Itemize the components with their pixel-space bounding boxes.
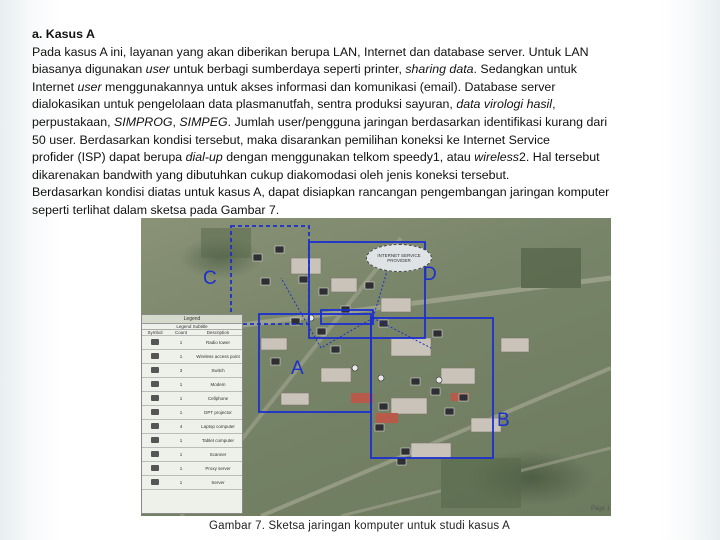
legend-count: 1: [179, 480, 183, 485]
paragraph-line: [32, 114, 692, 132]
legend-description: Cellphone: [207, 396, 229, 401]
legend-description: Laptop computer: [201, 424, 235, 429]
access-point-icon: [151, 353, 159, 359]
italic-term: user: [145, 62, 170, 77]
legend-row: [142, 378, 242, 392]
legend-description: DPT projector: [204, 410, 232, 415]
text-run: untuk berbagi sumberdaya seperti printer,: [169, 62, 406, 77]
zone-label-b: B: [497, 410, 510, 431]
paragraph-line: [32, 61, 692, 79]
text-run: perpustakaan,: [32, 114, 114, 129]
laptop-icon: [151, 423, 159, 429]
legend-count: 3: [179, 368, 183, 373]
text-run: dikarenakan bandwith yang dibutuhkan cukup diakomodasi oleh jenis koneksi tersebut.: [32, 167, 510, 182]
paragraph-line: [32, 96, 692, 114]
legend-header-count: Count: [174, 330, 187, 335]
italic-term: SIMPROG: [113, 114, 173, 129]
legend-count: 1: [179, 452, 183, 457]
slide-body: [32, 26, 692, 220]
text-run: Internet: [32, 79, 78, 94]
switch-icon: [151, 367, 159, 373]
text-run: Berdasarkan kondisi diatas untuk kasus A, dapat disiapkan rancangan pengembangan jaringan komputer: [32, 185, 610, 200]
isp-cloud: INTERNET SERVICE PROVIDER: [366, 244, 432, 272]
paragraph-line: [32, 44, 692, 62]
legend-subtitle: Legend Subtitle: [142, 324, 242, 330]
server-icon: [151, 479, 159, 485]
text-run: dialokasikan untuk pengelolaan data plasmanutfah, sentra produksi sayuran,: [32, 97, 457, 112]
legend-description: Scanner: [209, 452, 227, 457]
legend-header-symbol: Symbol: [147, 330, 163, 335]
italic-term: sharing data: [405, 62, 474, 77]
text-run: seperti terlihat dalam sketsa pada Gambar 7.: [32, 202, 280, 217]
legend-row: [142, 448, 242, 462]
legend-row: [142, 462, 242, 476]
legend-count: 1: [179, 340, 183, 345]
paragraph-line: [32, 132, 692, 150]
page-mark: Page 1: [591, 506, 611, 512]
projector-icon: [151, 409, 159, 415]
section-heading: a. Kasus A: [32, 27, 95, 41]
legend-row: [142, 392, 242, 406]
text-run: Pada kasus A ini, layanan yang akan diberikan berupa LAN, Internet dan database server. Untuk LAN: [32, 44, 589, 59]
zone-label-a: A: [291, 358, 304, 379]
legend-row: [142, 434, 242, 448]
paragraph-line: [32, 149, 692, 167]
text-run: 2. Hal tersebut: [519, 150, 600, 165]
italic-term: wireless: [474, 150, 520, 165]
radio-tower-icon: [151, 339, 159, 345]
figure-caption: Gambar 7. Sketsa jaringan komputer untuk studi kasus A: [209, 520, 511, 532]
legend-count: 1: [179, 438, 183, 443]
legend-row: [142, 476, 242, 490]
legend-row: [142, 350, 242, 364]
legend-panel: [141, 314, 243, 514]
aerial-photo: [141, 218, 611, 516]
legend-row: [142, 364, 242, 378]
paragraph-line: [32, 184, 692, 202]
legend-description: Tablet computer: [201, 438, 235, 443]
text-run: biasanya digunakan: [32, 62, 146, 77]
legend-count: 1: [179, 354, 183, 359]
legend-title: Legend: [142, 315, 242, 324]
zone-label-d: D: [423, 264, 437, 285]
legend-header-description: Description: [206, 330, 230, 335]
paragraph: [32, 44, 692, 220]
legend-row: [142, 420, 242, 434]
text-run: profider (ISP) dapat berupa: [32, 150, 186, 165]
text-run: 50 user. Berdasarkan kondisi tersebut, maka disarankan pemilihan koneksi ke Internet Service: [32, 132, 550, 147]
text-run: . Sedangkan untuk: [473, 62, 577, 77]
proxy-server-icon: [151, 465, 159, 471]
text-run: ,: [552, 97, 556, 112]
tablet-icon: [151, 437, 159, 443]
zone-label-c: C: [203, 268, 217, 289]
legend-count: 1: [179, 396, 183, 401]
scanner-icon: [151, 451, 159, 457]
text-run: . Jumlah user/pengguna jaringan berdasarkan identifikasi kurang dari: [227, 114, 608, 129]
text-run: dengan menggunakan telkom speedy1, atau: [222, 150, 475, 165]
legend-row: [142, 406, 242, 420]
paragraph-line: [32, 202, 692, 220]
legend-count: 4: [179, 424, 183, 429]
legend-description: Server: [211, 480, 225, 485]
italic-term: SIMPEG: [179, 114, 228, 129]
legend-row: [142, 336, 242, 350]
paragraph-line: [32, 167, 692, 185]
legend-description: Radio tower: [205, 340, 230, 345]
legend-count: 1: [179, 466, 183, 471]
network-sketch-figure: [141, 218, 611, 540]
legend-description: Proxy server: [205, 466, 231, 471]
legend-description: Switch: [211, 368, 225, 373]
legend-rows: [142, 336, 242, 490]
paragraph-line: [32, 79, 692, 97]
italic-term: dial-up: [185, 150, 223, 165]
italic-term: user: [77, 79, 102, 94]
italic-term: data virologi hasil: [456, 97, 553, 112]
legend-description: Wireless access point: [196, 354, 240, 359]
text-run: menggunakannya untuk akses informasi dan komunikasi (email). Database server: [101, 79, 556, 94]
text-run: ,: [172, 114, 180, 129]
legend-count: 1: [179, 410, 183, 415]
modem-icon: [151, 381, 159, 387]
legend-count: 1: [179, 382, 183, 387]
cellphone-icon: [151, 395, 159, 401]
legend-description: Modem: [210, 382, 226, 387]
